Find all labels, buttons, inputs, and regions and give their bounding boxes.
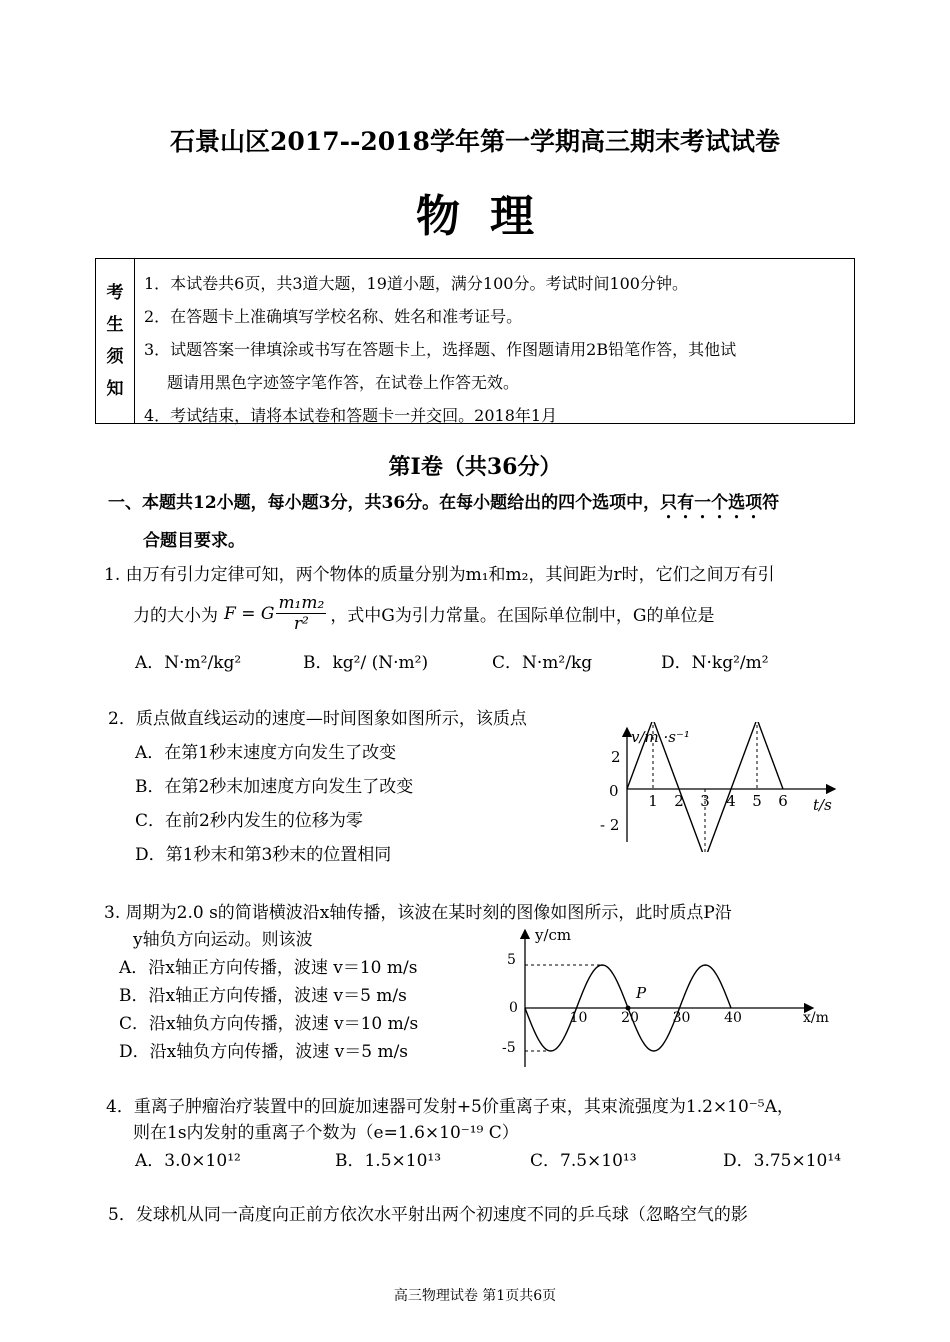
- q5-stem: 5．发球机从同一高度向正前方依次水平射出两个初速度不同的乒乓球（忽略空气的影: [108, 1205, 748, 1225]
- q4-option-a: A．3.0×10¹²: [135, 1151, 241, 1171]
- q2-x-tick: 1: [648, 792, 658, 810]
- q2-vt-graph: [595, 722, 845, 852]
- q3-x-label: x/m: [803, 1010, 829, 1026]
- notice-item: 3．试题答案一律填涂或书写在答题卡上，选择题、作图题请用2B铅笔作答，其他试: [144, 340, 737, 359]
- q1-option-d: D．N·kg²/m²: [661, 653, 769, 673]
- q2-y-tick: 2: [611, 748, 621, 766]
- q1-formula-denominator: r²: [293, 614, 309, 634]
- q2-x-tick: 2: [674, 792, 684, 810]
- q3-y-tick: 5: [507, 952, 516, 968]
- q4-stem: 4．重离子肿瘤治疗装置中的回旋加速器可发射+5价重离子束，其束流强度为1.2×10⁻⁵A，: [106, 1097, 794, 1117]
- q2-stem: 2．质点做直线运动的速度—时间图象如图所示，该质点: [108, 709, 527, 729]
- notice-items: [144, 267, 848, 432]
- notice-head-char: 考: [106, 283, 124, 303]
- q4-option-c: C．7.5×10¹³: [530, 1151, 637, 1171]
- q1-text: 力的大小为: [133, 606, 218, 626]
- notice-head-char: 生: [106, 315, 124, 335]
- q3-x-tick: 10: [569, 1010, 588, 1026]
- notice-heading: [96, 259, 135, 423]
- q4-stem-line2: 则在1s内发射的重离子个数为（e=1.6×10⁻¹⁹ C）: [133, 1123, 519, 1143]
- notice-box: [95, 258, 855, 424]
- q3-x-tick: 30: [672, 1010, 691, 1026]
- q3-stem: 3. 周期为2.0 s的简谐横波沿x轴传播，该波在某时刻的图像如图所示，此时质点P沿: [104, 903, 732, 923]
- q4-option-d: D．3.75×10¹⁴: [723, 1151, 841, 1171]
- q2-x-label: t/s: [813, 796, 832, 814]
- section-instructions-cont: 合题目要求。: [143, 531, 245, 551]
- q2-option-a: A．在第1秒末速度方向发生了改变: [135, 743, 397, 763]
- q1-option-c: C．N·m²/kg: [492, 653, 593, 673]
- q4-option-b: B．1.5×10¹³: [335, 1151, 442, 1171]
- q2-y-label: v/m ·s⁻¹: [631, 728, 690, 746]
- q3-option-a: A．沿x轴正方向传播，波速 v＝10 m/s: [119, 958, 418, 978]
- part-title: 第Ⅰ卷（共36分）: [388, 454, 562, 480]
- q1-stem-line2: [133, 593, 714, 634]
- notice-item: 1．本试卷共6页，共3道大题，19道小题，满分100分。考试时间100分钟。: [144, 274, 688, 293]
- q2-x-tick: 4: [726, 792, 736, 810]
- q2-option-d: D．第1秒末和第3秒末的位置相同: [135, 845, 392, 865]
- q2-x-tick: 3: [700, 792, 710, 810]
- q3-option-c: C．沿x轴负方向传播，波速 v＝10 m/s: [119, 1014, 419, 1034]
- notice-head-char: 知: [106, 379, 124, 399]
- q1-text: ，式中G为引力常量。在国际单位制中，G的单位是: [330, 606, 715, 626]
- q1-option-b: B．kg²/ (N·m²): [303, 653, 429, 673]
- q2-option-b: B．在第2秒末加速度方向发生了改变: [135, 777, 414, 797]
- q3-y-label: y/cm: [535, 926, 572, 944]
- q3-x-tick: 20: [621, 1010, 639, 1026]
- q3-wave-graph: [495, 922, 840, 1072]
- q3-point-label: P: [636, 984, 647, 1002]
- q3-x-tick: 40: [724, 1010, 742, 1026]
- notice-head-char: 须: [106, 347, 124, 367]
- q3-origin-label: 0: [509, 1000, 518, 1016]
- exam-title: 石景山区2017--2018学年第一学期高三期末考试试卷: [170, 127, 780, 156]
- q1-formula-lhs: F = G: [224, 603, 275, 624]
- subject-title: 物理: [416, 191, 564, 242]
- notice-item: 2．在答题卡上准确填写学校名称、姓名和准考证号。: [144, 307, 523, 326]
- section-text: 符: [762, 493, 780, 513]
- q2-origin-label: 0: [609, 782, 619, 800]
- q3-y-tick: -5: [502, 1040, 516, 1056]
- q1-formula-fraction: [276, 593, 326, 634]
- section-emphasis: 只有一个选项: [660, 493, 763, 513]
- notice-item: 4．考试结束，请将本试卷和答题卡一并交回。2018年1月: [144, 406, 558, 425]
- section-text: 一、本题共12小题，每小题3分，共36分。在每小题给出的四个选项中，: [108, 493, 661, 513]
- page-footer: 高三物理试卷 第1页共6页: [393, 1288, 557, 1304]
- q2-x-tick: 6: [778, 792, 788, 810]
- notice-item: 题请用黑色字迹签字笔作答，在试卷上作答无效。: [167, 373, 520, 392]
- q1-option-a: A．N·m²/kg²: [135, 653, 242, 673]
- q1-stem: 1. 由万有引力定律可知，两个物体的质量分别为m₁和m₂，其间距为r时，它们之间万有引: [104, 565, 775, 585]
- q3-option-d: D．沿x轴负方向传播，波速 v＝5 m/s: [119, 1042, 409, 1062]
- q2-y-tick: - 2: [600, 816, 620, 834]
- q3-option-b: B．沿x轴正方向传播，波速 v＝5 m/s: [119, 986, 407, 1006]
- section-instructions: [108, 488, 779, 523]
- q1-formula-numerator: m₁m₂: [278, 593, 325, 613]
- q3-stem-line2: y轴负方向运动。则该波: [133, 930, 313, 950]
- q2-x-tick: 5: [752, 792, 762, 810]
- q2-option-c: C．在前2秒内发生的位移为零: [135, 811, 363, 831]
